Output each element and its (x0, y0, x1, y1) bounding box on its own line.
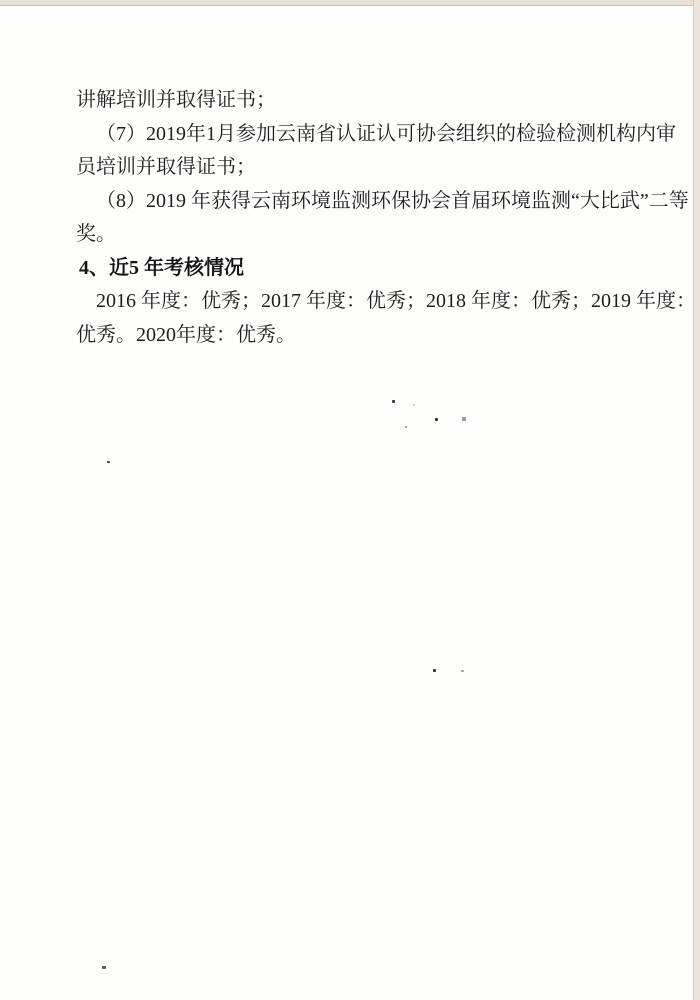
scan-speck (392, 400, 395, 403)
scan-edge-top (0, 0, 700, 6)
scan-speck (433, 669, 436, 672)
scan-speck (405, 426, 407, 428)
section-heading-assessment: 4、近5 年考核情况 (79, 256, 244, 279)
document-body (76, 84, 696, 352)
text-line-certificate-continuation: 讲解培训并取得证书； (76, 89, 276, 111)
text-line-item7-start: （7）2019年1月参加云南省认证认可协会组织的检验检测机构内审 (96, 122, 676, 145)
scan-speck (413, 404, 415, 406)
scan-speck (461, 670, 464, 672)
text-line-item8-start: （8）2019 年获得云南环境监测环保协会首届环境监测“大比武”二等 (96, 189, 689, 212)
text-line-item8-end: 奖。 (76, 223, 116, 245)
scan-speck (102, 966, 106, 969)
text-line-assessment-start: 2016 年度：优秀；2017 年度：优秀；2018 年度：优秀；2019 年度： (96, 290, 696, 312)
text-line-item7-end: 员培训并取得证书； (76, 156, 256, 178)
scan-speck (462, 417, 466, 421)
scan-speck (107, 461, 110, 463)
text-line-assessment-end: 优秀。2020年度：优秀。 (76, 323, 296, 346)
scan-speck (435, 418, 438, 421)
scan-edge-right (693, 0, 700, 1000)
